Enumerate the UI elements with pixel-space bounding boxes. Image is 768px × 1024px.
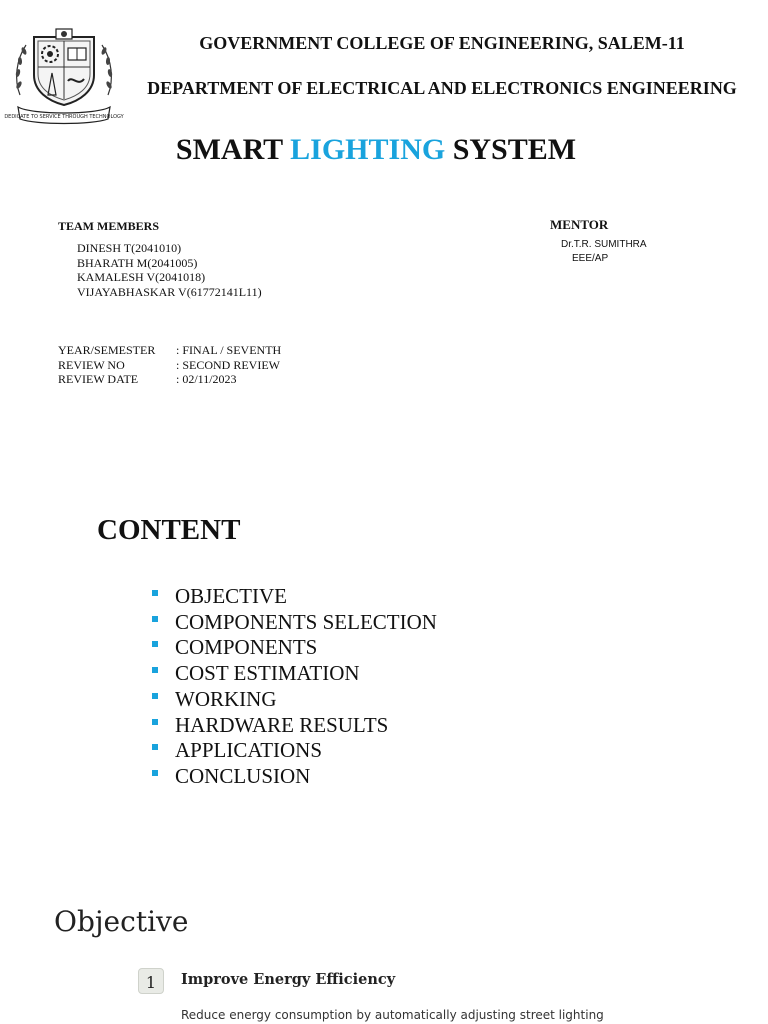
square-bullet-icon bbox=[152, 667, 158, 673]
list-item-label: HARDWARE RESULTS bbox=[175, 712, 389, 737]
mentor-designation: EEE/AP bbox=[572, 253, 609, 264]
team-member: VIJAYABHASKAR V(61772141L11) bbox=[77, 284, 262, 299]
objective-heading: Objective bbox=[54, 905, 189, 938]
title-part-2: SYSTEM bbox=[445, 133, 577, 166]
list-item-label: COMPONENTS bbox=[175, 635, 318, 660]
list-item-label: WORKING bbox=[175, 686, 277, 711]
square-bullet-icon bbox=[152, 641, 158, 647]
info-value: : 02/11/2023 bbox=[176, 372, 237, 387]
info-key: YEAR/SEMESTER bbox=[58, 343, 156, 357]
info-value: : SECOND REVIEW bbox=[176, 357, 280, 372]
review-info bbox=[58, 343, 281, 387]
college-logo bbox=[4, 25, 124, 125]
list-item bbox=[152, 584, 437, 610]
square-bullet-icon bbox=[152, 693, 158, 699]
team-member: DINESH T(2041010) bbox=[77, 241, 182, 255]
square-bullet-icon bbox=[152, 719, 158, 725]
mentor-label: MENTOR bbox=[550, 217, 609, 232]
square-bullet-icon bbox=[152, 616, 158, 622]
info-key: REVIEW DATE bbox=[58, 372, 139, 387]
team-member: KAMALESH V(2041018) bbox=[77, 270, 206, 285]
info-row bbox=[58, 372, 281, 387]
info-row bbox=[58, 343, 281, 358]
info-row bbox=[58, 358, 281, 373]
mentor-name: Dr.T.R. SUMITHRA bbox=[561, 239, 647, 250]
college-name: GOVERNMENT COLLEGE OF ENGINEERING, SALEM-11 bbox=[199, 33, 685, 53]
list-item bbox=[152, 635, 437, 661]
objective-item-description: Reduce energy consumption by automatically adjusting street lighting bbox=[181, 1008, 604, 1022]
list-item bbox=[152, 610, 437, 636]
list-item-label: OBJECTIVE bbox=[175, 584, 287, 608]
title-part-1: SMART bbox=[175, 133, 291, 166]
objective-item-title: Improve Energy Efficiency bbox=[181, 971, 396, 988]
team-members-label: TEAM MEMBERS bbox=[58, 219, 160, 233]
team-members-list bbox=[77, 241, 262, 299]
list-item-label: CONCLUSION bbox=[175, 763, 311, 788]
content-list bbox=[152, 584, 437, 790]
square-bullet-icon bbox=[152, 744, 158, 750]
svg-text:DEDICATE TO SERVICE THROUGH TE: DEDICATE TO SERVICE THROUGH TECHNOLOGY bbox=[4, 114, 124, 120]
list-item-label: COMPONENTS SELECTION bbox=[175, 609, 437, 634]
department-name: DEPARTMENT OF ELECTRICAL AND ELECTRONICS ENGINEERING bbox=[147, 78, 737, 98]
objective-number-badge: 1 bbox=[138, 968, 164, 994]
list-item bbox=[152, 687, 437, 713]
presentation-title bbox=[0, 132, 752, 168]
list-item bbox=[152, 713, 437, 739]
list-item bbox=[152, 661, 437, 687]
info-key: REVIEW NO bbox=[58, 357, 125, 372]
square-bullet-icon bbox=[152, 770, 158, 776]
list-item-label: APPLICATIONS bbox=[175, 738, 323, 763]
team-member: BHARATH M(2041005) bbox=[77, 255, 198, 270]
title-accent: LIGHTING bbox=[290, 133, 446, 166]
list-item bbox=[152, 764, 437, 790]
list-item bbox=[152, 738, 437, 764]
content-heading: CONTENT bbox=[97, 514, 241, 546]
info-value: : FINAL / SEVENTH bbox=[176, 343, 282, 357]
list-item-label: COST ESTIMATION bbox=[175, 661, 360, 686]
square-bullet-icon bbox=[152, 590, 158, 596]
